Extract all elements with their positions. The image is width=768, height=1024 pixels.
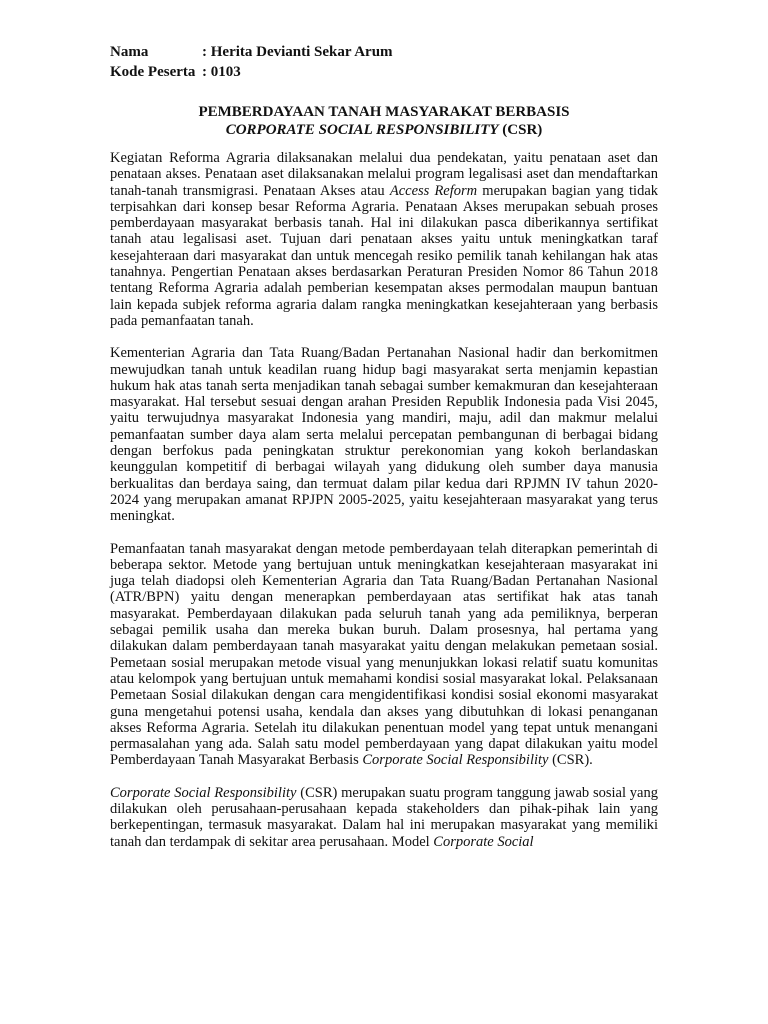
participant-code-value: : 0103 [202, 64, 241, 80]
paragraph-4-italic-a: Corporate Social Responsibility [110, 784, 297, 801]
participant-info [110, 42, 393, 82]
paragraph-4-text-b: (CSR) merupakan suatu program tanggung jawab sosial yang dilakukan oleh perusahaan-perusahaan kepada stakeholders dan pihak-pihak lain yang berkepentingan, termasuk masyarakat. Dalam hal ini merupakan masyarakat yang memiliki tanah dan terdampak di sekitar area perusahaan. Model [110, 784, 658, 850]
paragraph-1-text-c: merupakan bagian yang tidak terpisahkan dari konsep besar Reforma Agraria. Penataan Akses merupakan sebuah proses pemberdayaan masyarakat berbasis tanah. Hal ini dilakukan pasca diberikannya sertifikat tanah atau legalisasi aset. Tujuan dari penataan akses yaitu untuk meningkatkan taraf kesejahteraan dari masyarakat dan untuk mencegah resiko pemilik tanah kehilangan hak atas tanahnya. Pengertian Penataan akses berdasarkan Peraturan Presiden Nomor 86 Tahun 2018 tentang Reforma Agraria adalah pemberian kesempatan akses permodalan maupun bantuan lain kepada subjek reforma agraria dalam rangka meningkatkan kesejahteraan yang berbasis pada pemanfaatan tanah. [110, 182, 659, 329]
name-label: Nama [110, 44, 149, 60]
paragraph-4-italic-c: Corporate Social [433, 833, 534, 850]
paragraph-3-text-c: (CSR). [548, 752, 593, 769]
paragraph-3-text-a: Pemanfaatan tanah masyarakat dengan metode pemberdayaan telah diterapkan pemerintah di beberapa sektor. Metode yang bertujuan untuk meningkatkan kesejahteraan masyarakat ini juga telah diadopsi oleh Kementerian Agraria dan Tata Ruang/Badan Pertanahan Nasional (ATR/BPN) yaitu dengan menerapkan pemberdayaan atas sertifikat hak atas tanah masyarakat. Pemberdayaan dilakukan pada seluruh tanah yang ada pemiliknya, berperan sebagai pemilik usaha dan mereka bukan buruh. Dalam prosesnya, hal pertama yang dilakukan dalam pemberdayaan tanah masyarakat yaitu dengan melakukan pemetaan sosial. Pemetaan sosial merupakan metode visual yang menunjukkan lokasi relatif suatu komunitas atau kelompok yang bertujuan untuk memahami kondisi sosial masyarakat lokal. Pelaksanaan Pemetaan Sosial dilakukan dengan cara mengidentifikasi kondisi sosial ekonomi masyarakat guna mengetahui potensi usaha, kendala dan akses yang dibutuhkan di lokasi penanganan akses Reforma Agraria. Setelah itu dilakukan penentuan model yang tepat untuk menangani permasalahan yang ada. Salah satu model pemberdayaan yang dapat dilakukan yaitu model Pemberdayaan Tanah Masyarakat Berbasis [110, 540, 658, 769]
title-abbreviation: (CSR) [498, 122, 543, 138]
paragraph-3-italic: Corporate Social Responsibility [362, 752, 549, 769]
paragraph-4 [110, 785, 658, 850]
paragraph-1 [110, 150, 658, 329]
name-row [110, 42, 393, 62]
participant-code-label: Kode Peserta [110, 64, 196, 80]
title-italic-part: CORPORATE SOCIAL RESPONSIBILITY [225, 122, 499, 138]
participant-code-row [110, 62, 393, 82]
title-line-1: PEMBERDAYAAN TANAH MASYARAKAT BERBASIS [198, 104, 570, 120]
paragraph-2: Kementerian Agraria dan Tata Ruang/Badan Pertanahan Nasional hadir dan berkomitmen mewujudkan tanah untuk keadilan ruang hidup bagi masyarakat serta menjamin kepastian hukum hak atas tanah serta menjadikan tanah sebagai sumber kemakmuran dan kesejahteraan masyarakat. Hal tersebut sesuai dengan arahan Presiden Republik Indonesia pada Visi 2045, yaitu terwujudnya masyarakat Indonesia yang mandiri, maju, adil dan makmur melalui pemanfaatan sumber daya alam serta melalui percepatan pembangunan di berbagai bidang dengan berfokus pada peningkatan struktur perekonomian yang kokoh berlandaskan keunggulan kompetitif di berbagai wilayah yang didukung oleh sumber daya manusia berkualitas dan berdaya saing, dan termuat dalam pilar kedua dari RPJMN IV tahun 2020-2024 yang merupakan amanat RPJPN 2005-2025, yaitu kesejahteraan masyarakat yang terus meningkat. [110, 345, 658, 525]
paragraph-1-italic: Access Reform [389, 182, 478, 199]
document-body [110, 150, 658, 850]
name-value: : Herita Devianti Sekar Arum [202, 44, 393, 60]
document-title [110, 103, 658, 139]
title-line-2 [110, 121, 658, 139]
paragraph-3 [110, 541, 658, 769]
paragraph-1-text-a: Kegiatan Reforma Agraria dilaksanakan melalui dua pendekatan, yaitu penataan aset dan penataan akses. Penataan aset dilaksanakan melalui program legalisasi aset dan mendaftarkan tanah-tanah transmigrasi. Penataan Akses atau [110, 150, 658, 199]
